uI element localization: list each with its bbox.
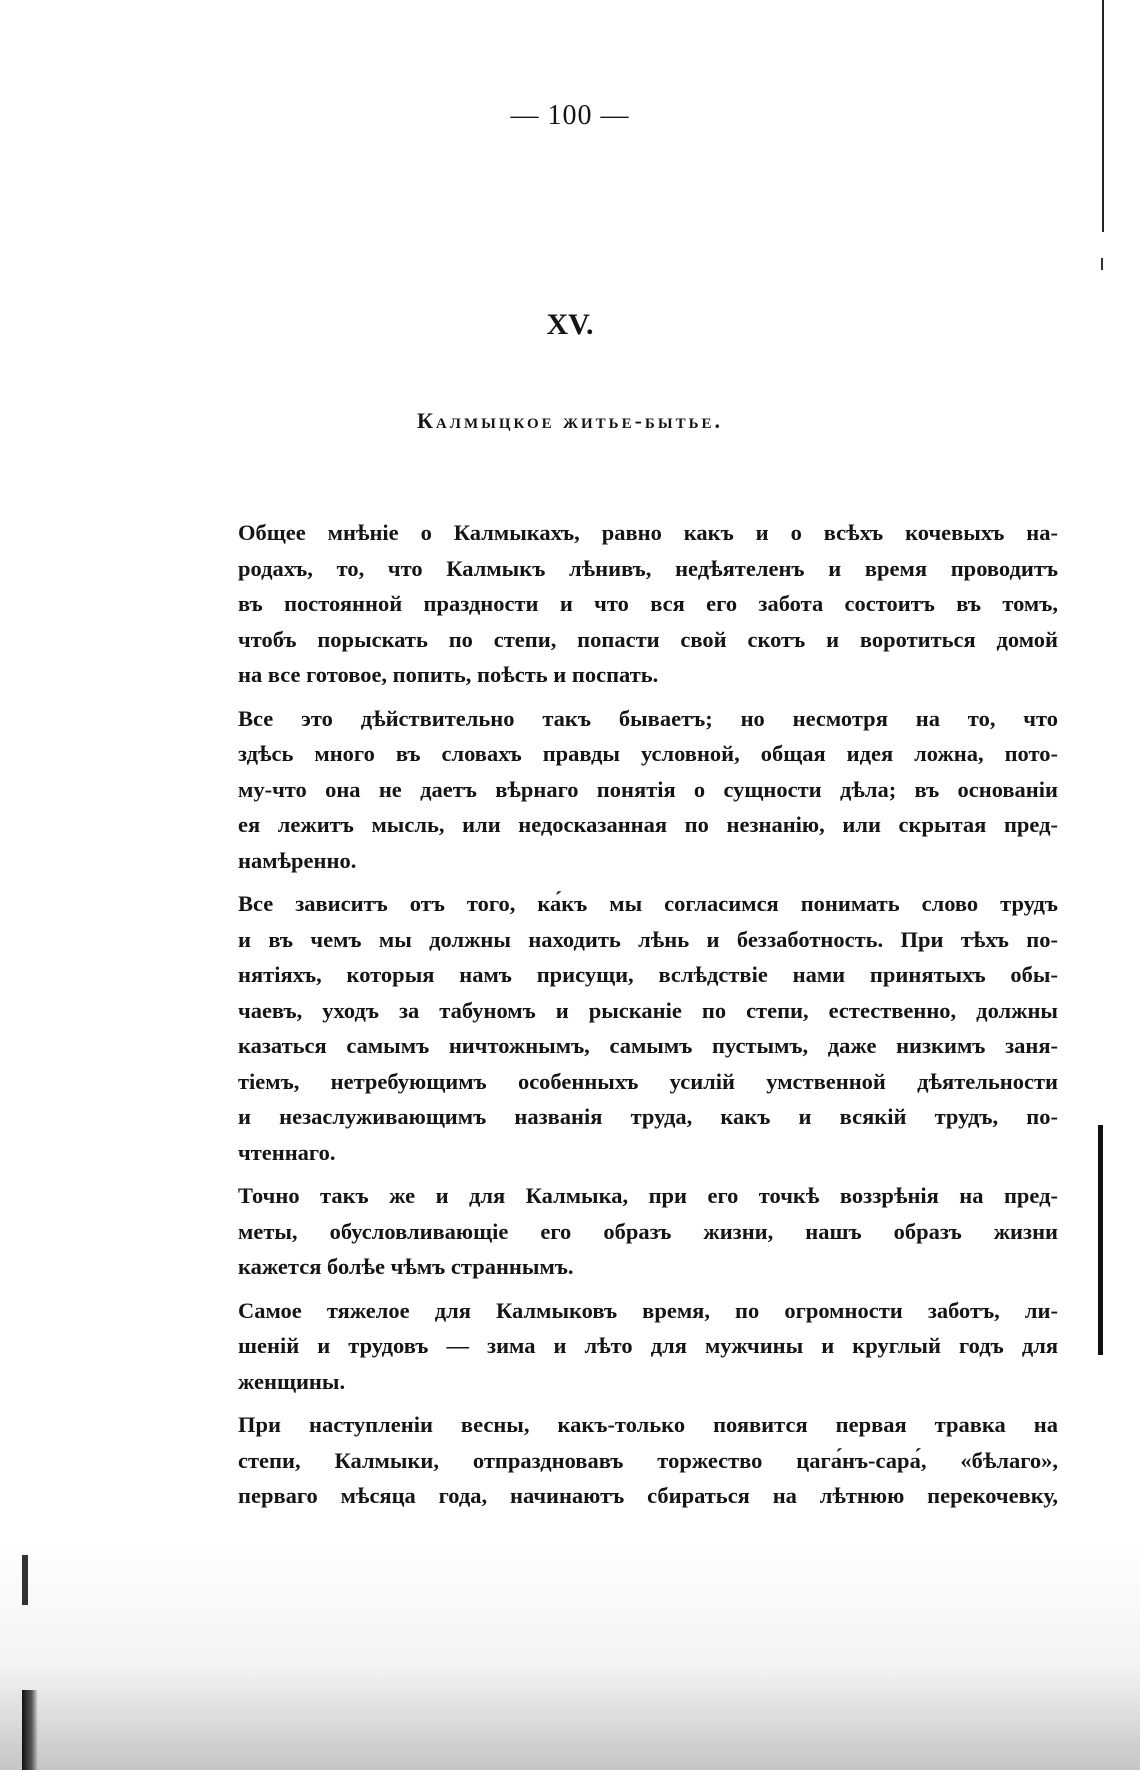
body-text <box>238 515 1058 1522</box>
page-number: — 100 — <box>510 100 630 131</box>
text-line: намѣренно. <box>238 847 357 873</box>
text-line: на все готовое, попить, поѣсть и поспать. <box>238 662 659 687</box>
scan-bottom-shadow <box>0 1540 1140 1770</box>
scan-left-mark <box>22 1555 28 1605</box>
scan-edge-mark <box>1101 258 1103 270</box>
paragraph-1 <box>238 515 1058 693</box>
text-line: Самое тяжелое для Калмыковъ время, по огромности заботъ, ли- <box>238 1297 1058 1323</box>
chapter-number: XV. <box>546 308 594 341</box>
paragraph-6 <box>238 1407 1058 1514</box>
text-line: родахъ, то, что Калмыкъ лѣнивъ, недѣятеленъ и время проводитъ <box>238 555 1058 581</box>
text-line: и незаслуживающимъ названія труда, какъ и всякій трудъ, по- <box>238 1104 1058 1129</box>
text-line: чаевъ, уходъ за табуномъ и рысканіе по степи, естественно, должны <box>238 997 1058 1023</box>
text-line: шеній и трудовъ — зима и лѣто для мужчины и круглый годъ для <box>238 1333 1058 1358</box>
text-line: чтеннаго. <box>238 1139 336 1165</box>
text-line: ея лежитъ мысль, или недосказанная по незнанію, или скрытая пред- <box>238 812 1058 837</box>
text-line: перваго мѣсяца года, начинаютъ сбираться на лѣтнюю перекочевку, <box>238 1483 1058 1508</box>
text-line: му-что она не даетъ вѣрнаго понятія о сущности дѣла; въ основаніи <box>238 776 1058 802</box>
text-line: кажется болѣе чѣмъ страннымъ. <box>238 1254 574 1279</box>
text-line: тіемъ, нетребующимъ особенныхъ усилій умственной дѣятельности <box>238 1068 1058 1094</box>
text-line: здѣсь много въ словахъ правды условной, общая идея ложна, пото- <box>238 741 1058 766</box>
text-line: Общее мнѣніе о Калмыкахъ, равно какъ и о всѣхъ кочевыхъ на- <box>238 520 1058 545</box>
paragraph-2 <box>238 701 1058 879</box>
text-line: меты, обусловливающіе его образъ жизни, нашъ образъ жизни <box>238 1218 1058 1244</box>
paragraph-5 <box>238 1293 1058 1400</box>
scan-edge-line-lower <box>1098 1125 1103 1355</box>
text-line: чтобъ порыскать по степи, попасти свой скотъ и воротиться домой <box>238 626 1058 652</box>
chapter-title: Калмыцкое житье-бытье. <box>416 408 723 433</box>
text-line: Все зависитъ отъ того, ка́къ мы согласимся понимать слово трудъ <box>238 891 1058 916</box>
paragraph-3 <box>238 886 1058 1170</box>
text-line: степи, Калмыки, отпраздновавъ торжество цага́нъ-сара́, «бѣлаго», <box>238 1447 1058 1473</box>
text-line: казаться самымъ ничтожнымъ, самымъ пустымъ, даже низкимъ заня- <box>238 1033 1058 1058</box>
text-line: женщины. <box>238 1368 346 1394</box>
text-line: въ постоянной праздности и что вся его забота состоитъ въ томъ, <box>238 591 1058 616</box>
text-line: При наступленіи весны, какъ-только появится первая травка на <box>238 1412 1058 1437</box>
scan-left-corner-mark <box>22 1690 38 1770</box>
text-line: нятіяхъ, которыя намъ присущи, вслѣдствіе нами принятыхъ обы- <box>238 962 1058 987</box>
paragraph-4 <box>238 1178 1058 1285</box>
text-line: и въ чемъ мы должны находить лѣнь и беззаботность. При тѣхъ по- <box>238 926 1058 952</box>
text-line: Все это дѣйствительно такъ бываетъ; но несмотря на то, что <box>238 705 1058 731</box>
text-line: Точно такъ же и для Калмыка, при его точкѣ воззрѣнія на пред- <box>238 1183 1058 1208</box>
